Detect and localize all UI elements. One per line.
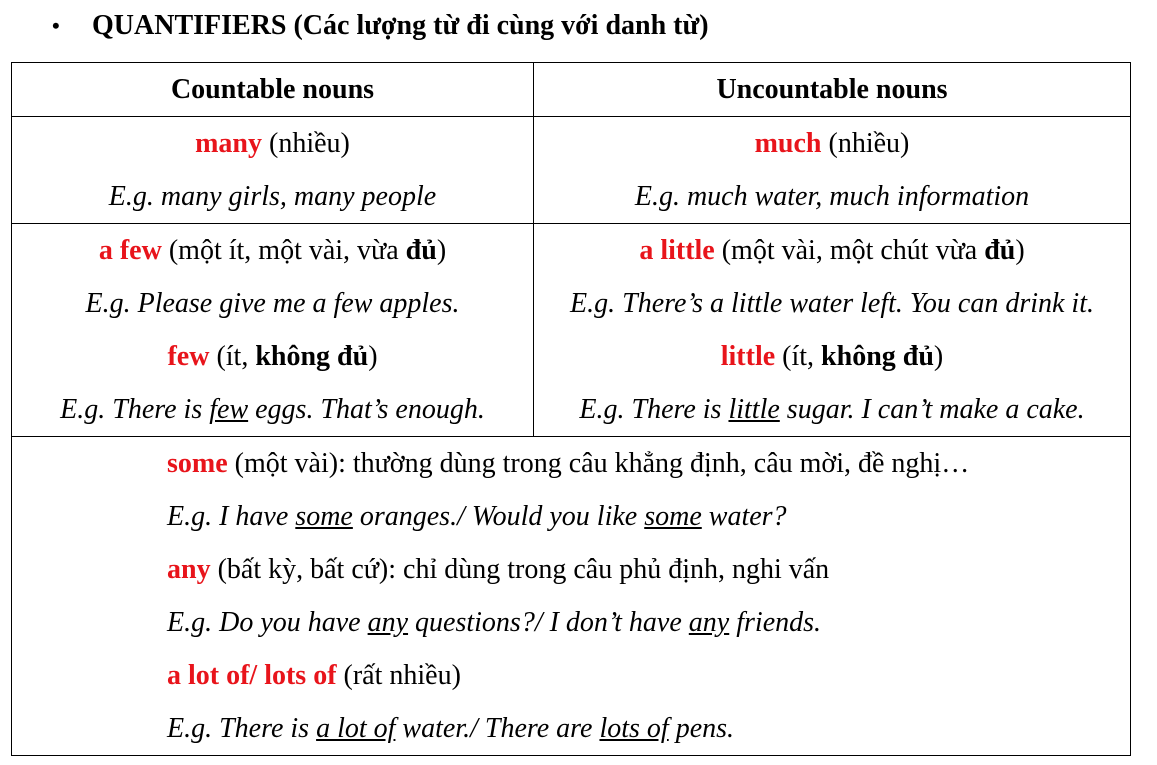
- keyword: any: [167, 554, 211, 585]
- quantifiers-table: [11, 62, 1131, 756]
- keyword: few: [167, 341, 210, 372]
- definition-line: [534, 330, 1130, 383]
- cell-many: [12, 117, 534, 224]
- definition-line: [534, 117, 1130, 170]
- example-underlined: lots of: [599, 713, 669, 744]
- meaning: (nhiều): [262, 128, 350, 159]
- table-row: [12, 117, 1131, 224]
- header-row: [12, 63, 1131, 117]
- example-line: E.g. much water, much information: [634, 181, 1030, 212]
- heading-text: QUANTIFIERS (Các lượng từ đi cùng với danh từ): [92, 10, 709, 41]
- example-underlined: some: [295, 501, 353, 532]
- meaning: (một vài, một chút vừa: [714, 235, 985, 266]
- example-line: [534, 383, 1130, 436]
- meaning-bold: đủ: [405, 235, 437, 266]
- section-heading: [52, 6, 709, 46]
- example-line: E.g. Please give me a few apples.: [85, 288, 460, 319]
- keyword: many: [195, 128, 263, 159]
- keyword: some: [167, 448, 228, 479]
- header-countable: Countable nouns: [12, 63, 534, 117]
- table-row: [12, 437, 1131, 756]
- keyword: a few: [98, 235, 162, 266]
- example-underlined: some: [644, 501, 702, 532]
- example-line: E.g. many girls, many people: [108, 181, 437, 212]
- example-text: E.g. Do you have: [167, 607, 368, 638]
- meaning: (nhiều): [821, 128, 910, 159]
- example-line: E.g. There’s a little water left. You can drink it.: [570, 288, 1094, 319]
- meaning: (một ít, một vài, vừa: [161, 235, 406, 266]
- example-text: E.g. There is: [579, 394, 729, 425]
- example-text: eggs. That’s enough.: [248, 394, 485, 425]
- meaning: (một vài): thường dùng trong câu khẳng định, câu mời, đề nghị…: [227, 448, 970, 479]
- example-underlined: a lot of: [316, 713, 396, 744]
- meaning-end: ): [368, 341, 378, 372]
- example-text: sugar. I can’t make a cake.: [779, 394, 1085, 425]
- example-line: [12, 383, 533, 436]
- keyword: a lot of/ lots of: [167, 660, 337, 691]
- example-text: friends.: [729, 607, 822, 638]
- example-text: E.g. I have: [167, 501, 296, 532]
- meaning: (ít,: [775, 341, 822, 372]
- example-underlined: few: [209, 394, 249, 425]
- example-text: water?: [701, 501, 787, 532]
- meaning-end: ): [436, 235, 447, 266]
- keyword: a little: [639, 235, 715, 266]
- bullet-icon: •: [52, 13, 60, 38]
- example-underlined: any: [688, 607, 730, 638]
- definition-line: [167, 437, 1130, 490]
- definition-line: [12, 117, 533, 170]
- meaning: (rất nhiều): [336, 660, 461, 691]
- keyword: much: [754, 128, 822, 159]
- definition-line: [12, 224, 533, 277]
- definition-line: [12, 330, 533, 383]
- definition-line: [167, 543, 1130, 596]
- meaning-bold: không đủ: [821, 341, 934, 372]
- example-text: E.g. There is: [167, 713, 317, 744]
- meaning-bold: không đủ: [255, 341, 369, 372]
- meaning-end: ): [933, 341, 944, 372]
- example-text: pens.: [668, 713, 735, 744]
- example-line: [167, 596, 1130, 649]
- table-row: [12, 224, 1131, 437]
- cell-much: [534, 117, 1131, 224]
- example-line: [167, 490, 1130, 543]
- example-text: E.g. There is: [60, 394, 210, 425]
- example-underlined: any: [367, 607, 409, 638]
- example-line: [167, 702, 1130, 755]
- meaning-end: ): [1015, 235, 1025, 266]
- cell-few: [12, 224, 534, 437]
- header-uncountable: Uncountable nouns: [534, 63, 1131, 117]
- meaning: (bất kỳ, bất cứ): chỉ dùng trong câu phủ định, nghi vấn: [210, 554, 830, 585]
- example-text: oranges./ Would you like: [352, 501, 645, 532]
- keyword: little: [720, 341, 776, 372]
- meaning: (ít,: [209, 341, 256, 372]
- definition-line: [167, 649, 1130, 702]
- definition-line: [534, 224, 1130, 277]
- example-text: questions?/ I don’t have: [408, 607, 689, 638]
- example-text: water./ There are: [395, 713, 600, 744]
- meaning-bold: đủ: [984, 235, 1016, 266]
- cell-little: [534, 224, 1131, 437]
- cell-both: [12, 437, 1131, 756]
- example-underlined: little: [728, 394, 780, 425]
